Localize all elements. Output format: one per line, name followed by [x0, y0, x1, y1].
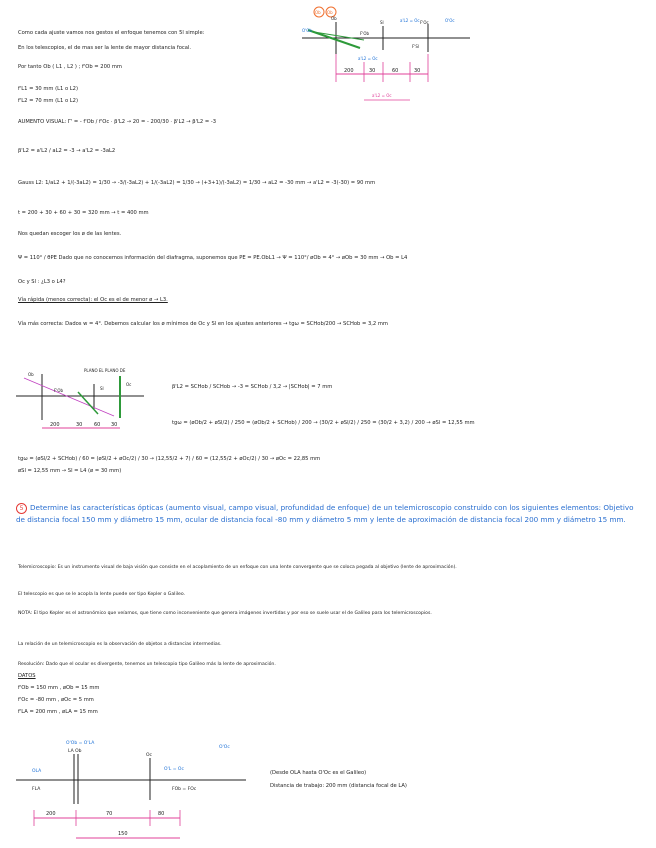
- svg-text:F'Ob: F'Ob: [54, 388, 64, 393]
- svg-text:200: 200: [46, 811, 56, 817]
- svg-text:Sl: Sl: [100, 386, 104, 391]
- svg-text:60: 60: [392, 68, 399, 74]
- datos-3: f'LA = 200 mm , øLA = 15 mm: [18, 709, 98, 715]
- bottom-note-2: El telescopio es que se le acopla la lente puede ser tipo Kepler o Galileo.: [18, 592, 186, 597]
- problem-statement: [16, 502, 642, 526]
- problem-text: Determine las características ópticas (aumento visual, campo visual, profundidad de enfoque) de un telemicroscopio construido con los siguientes elementos: Objetivo de distancia focal 150 mm y diámetro 15 mm, ocular de distancia focal -80 mm y diámetro 5 mm y lente de aproximación de distancia focal 200 mm y diámetro 15 mm.: [16, 503, 634, 524]
- galileo-note: (Desde OLA hasta O'Oc es el Galileo): [270, 770, 367, 776]
- svg-text:30: 30: [414, 68, 421, 74]
- note-line-10: Nos quedan escoger los ø de las lentes.: [18, 231, 122, 237]
- svg-text:LA Ob: LA Ob: [68, 749, 82, 754]
- note-line-7: β'L2 = a'L2 / aL2 = -3 → a'L2 = -3aL2: [18, 148, 116, 154]
- note-line-9: t = 200 + 30 + 60 + 30 = 320 mm → t = 400 mm: [18, 210, 149, 216]
- svg-text:30: 30: [111, 422, 118, 428]
- note-line-11: Ψ = 110° / θPE Dado que no conocemos información del diafragma, suponemos que PE = PE.ObL1 → Ψ = 110°/ øOb = 4° → øOb = 30 mm → Ob = L4: [18, 255, 408, 261]
- note-line-4: f'L1 = 30 mm (L1 o L2): [18, 86, 78, 92]
- svg-text:a'L2 = Oc: a'L2 = Oc: [372, 93, 392, 98]
- badge-1: Ob: [315, 10, 321, 15]
- svg-text:F'Sl: F'Sl: [412, 44, 420, 49]
- svg-text:O'Oc: O'Oc: [445, 18, 455, 23]
- datos-2: f'Oc = -80 mm , øOc = 5 mm: [18, 697, 94, 703]
- svg-text:O'L = Oc: O'L = Oc: [164, 767, 184, 772]
- note-line-2: En los telescopios, el de mas ser la lente de mayor distancia focal.: [18, 45, 191, 51]
- svg-text:F'Ob: F'Ob: [360, 31, 370, 36]
- svg-text:200: 200: [50, 422, 60, 428]
- note-line-17: tgω = (øSl/2 + SCHob) / 60 = (øSl/2 + øOc/2) / 30 → (12,55/2 + 7) / 60 = (12,55/2 + øOc/2) / 30 → øOc = 22,85 mm: [18, 456, 321, 462]
- datos-heading: DATOS: [18, 673, 36, 679]
- svg-text:FOb = FOc: FOb = FOc: [172, 787, 197, 792]
- bottom-note-1: Telemicroscopio: Es un instrumento visual de baja visión que consiste en el acoplamiento de un enfoque con una lente convergente que se coloca pegada al objetivo (lente de aproximación).: [18, 565, 457, 570]
- svg-text:200: 200: [344, 68, 354, 74]
- svg-text:O'Ob = O'LA: O'Ob = O'LA: [66, 741, 95, 746]
- svg-text:Oc: Oc: [126, 382, 132, 387]
- svg-text:FLA: FLA: [32, 787, 41, 792]
- note-line-5: f'L2 = 70 mm (L1 o L2): [18, 98, 78, 104]
- svg-text:O'Ob: O'Ob: [302, 28, 312, 33]
- telescope-diagram-1: [300, 4, 480, 114]
- svg-text:150: 150: [118, 831, 128, 837]
- note-line-16: tgω = (øOb/2 + øSl/2) / 250 = (øOb/2 + SCHob) / 200 → (30/2 + øSl/2) / 250 = (30/2 + 3,2) / 200 → øSl = 12,55 mm: [172, 420, 475, 426]
- svg-text:Ob: Ob: [28, 372, 34, 377]
- svg-text:60: 60: [94, 422, 101, 428]
- svg-text:Oc: Oc: [146, 753, 153, 758]
- note-line-15: β'L2 = SCHob / SCHob → -3 = SCHob / 3,2 → |SCHob| = 7 mm: [172, 384, 333, 390]
- svg-text:70: 70: [106, 811, 113, 817]
- svg-text:80: 80: [158, 811, 165, 817]
- badge-2: Ob: [327, 10, 333, 15]
- svg-text:O'Oc: O'Oc: [219, 745, 230, 750]
- svg-text:a'L2 = Oc: a'L2 = Oc: [400, 18, 420, 23]
- datos-1: f'Ob = 150 mm , øOb = 15 mm: [18, 685, 100, 691]
- telescope-diagram-2: [14, 366, 154, 436]
- svg-text:Sl: Sl: [380, 20, 384, 25]
- svg-text:Ob: Ob: [331, 16, 337, 21]
- note-line-1: Como cada ajuste vamos nos gestos el enfoque tenemos con 5l simple:: [18, 30, 205, 36]
- bottom-note-4: La relación de un telemicroscopio es la observación de objetos a distancias intermedias.: [18, 642, 222, 647]
- telemicroscope-diagram: [14, 736, 264, 846]
- note-line-8: Gauss L2: 1/aL2 + 1/(-3aL2) = 1/30 → -3/(-3aL2) + 1/(-3aL2) = 1/30 → (+3+1)/(-3aL2) = 1/30 → aL2 = -30 mm → a'L2 = -3(-30) = 90 mm: [18, 180, 376, 186]
- note-line-12: Oc y Sl : ¿L3 o L4?: [18, 279, 66, 285]
- note-line-3: Por tanto Ob ( L1 , L2 ) ; f'Ob = 200 mm: [18, 64, 122, 70]
- svg-text:F'Oc: F'Oc: [420, 20, 429, 25]
- svg-text:30: 30: [369, 68, 376, 74]
- note-line-13: Vía rápida (menos correcta): el Oc es el de menor ø → L3.: [18, 297, 168, 303]
- note-line-14: Vía más correcta: Dados w = 4°. Debemos calcular los ø mínimos de Oc y Sl en los ajustes anteriores → tgω = SCHob/200 → SCHob = 3,2 mm: [18, 321, 388, 327]
- bottom-note-5: Resolución: Dado que el ocular es divergente, tenemos un telescopio tipo Galileo más la lente de aproximación.: [18, 662, 276, 667]
- svg-text:OLA: OLA: [32, 769, 42, 774]
- bottom-note-3: NOTA: El tipo Kepler es el astronómico que veíamos, que tiene como inconveniente que genera imágenes invertidas y por eso se suele usar el de Galileo para los telemicroscopios.: [18, 611, 432, 616]
- svg-text:30: 30: [76, 422, 83, 428]
- problem-number: 5: [16, 503, 27, 514]
- svg-text:a'L2 = Oc: a'L2 = Oc: [358, 56, 378, 61]
- note-line-18: øSl = 12,55 mm → Sl = L4 (ø = 30 mm): [18, 468, 122, 474]
- working-distance-note: Distancia de trabajo: 200 mm (distancia focal de LA): [270, 783, 407, 789]
- svg-text:PLANO EL PLANO DE: PLANO EL PLANO DE: [84, 368, 126, 373]
- note-line-6: AUMENTO VISUAL: Γ' = - f'Ob / f'Oc · β'L2 → 20 = - 200/30 · β'L2 → β'L2 = -3: [18, 119, 217, 125]
